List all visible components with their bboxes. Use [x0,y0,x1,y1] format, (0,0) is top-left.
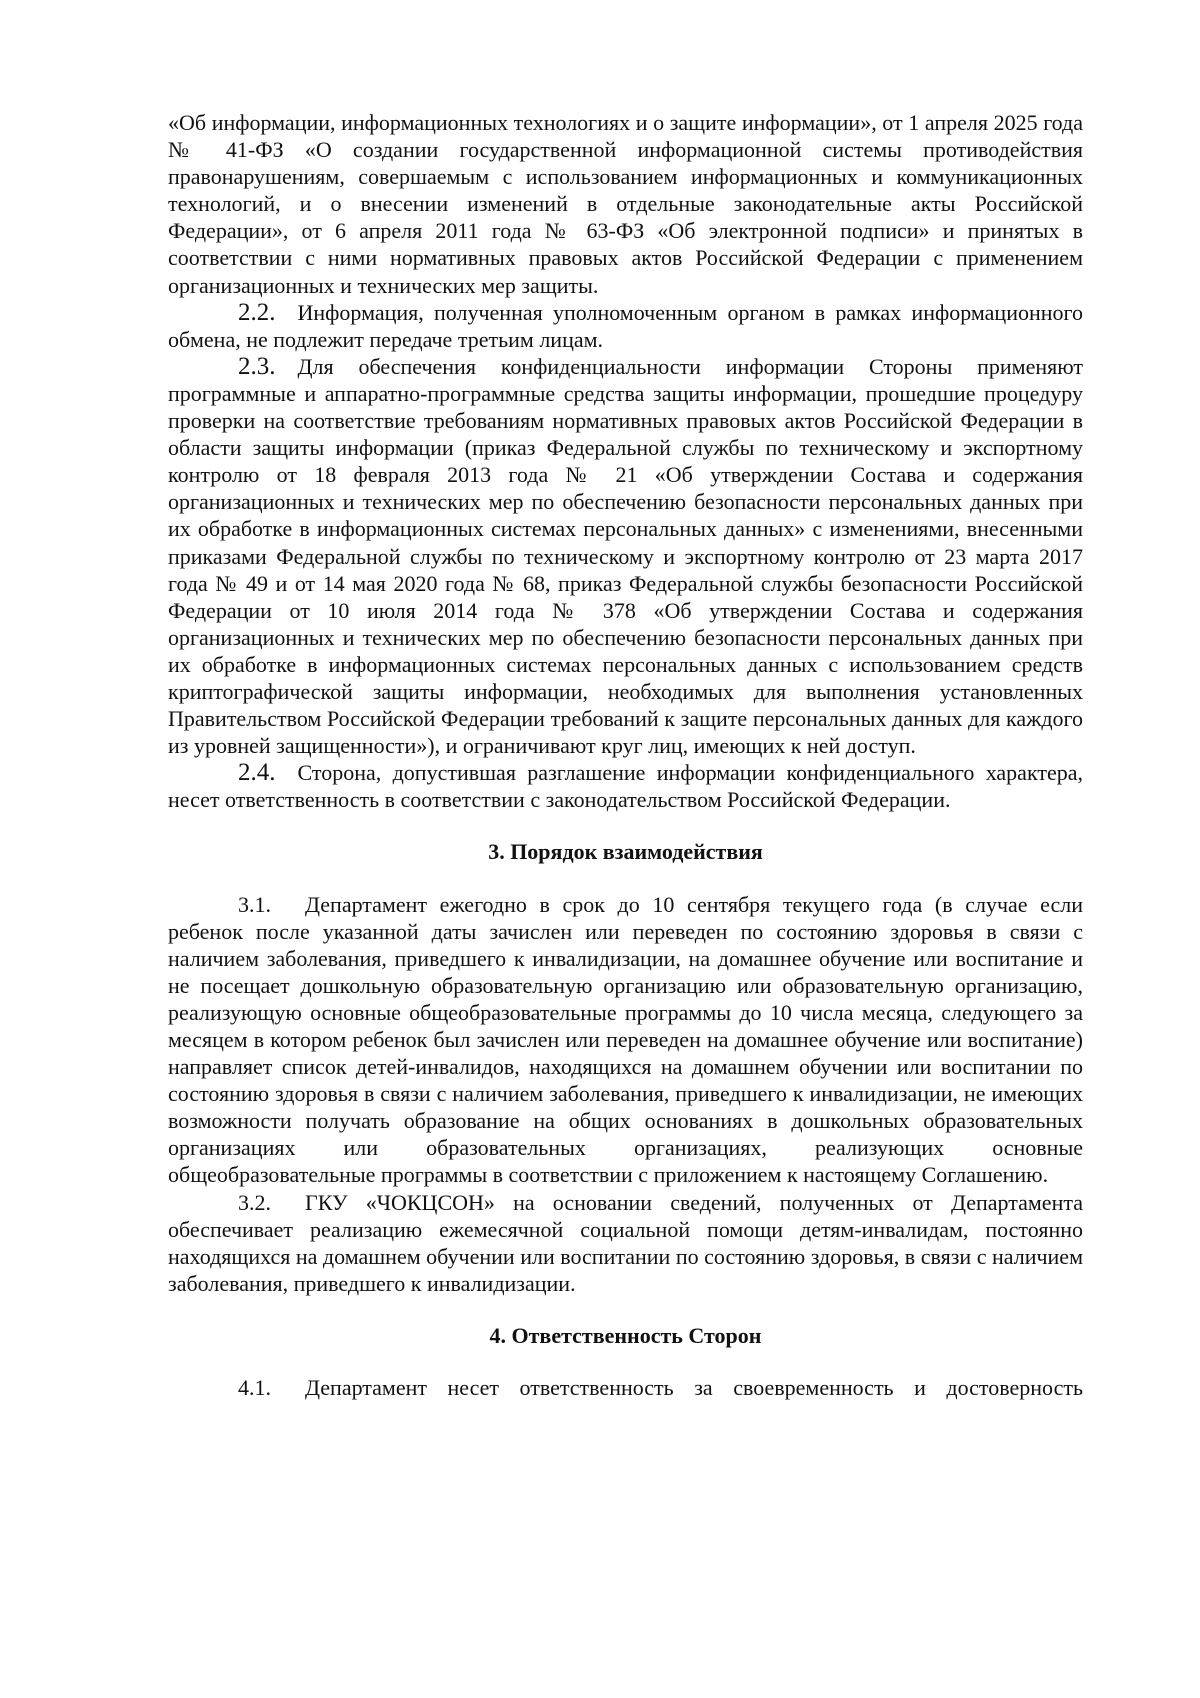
paragraph-text: Департамент ежегодно в срок до 10 сентября текущего года (в случае если ребенок после указанной даты зачислен или переведен по состоянию здоровья в связи с наличием заболевания, приведшего к инвалидизации, на домашнее обучение или воспитание и не посещает дошкольную образовательную организацию или образовательную организацию, реализующую основные общеобразовательные программы до 10 числа месяца, следующего за месяцем в котором ребенок был зачислен или переведен на домашнее обучение или воспитание) направляет список детей-инвалидов, находящихся на домашнем обучении или воспитании по состоянию здоровья в связи с наличием заболевания, приведшего к инвалидизации, не имеющих возможности получать образование на общих основаниях в дошкольных образовательных организациях или образовательных организациях, реализующих основные общеобразовательные программы в соответствии с приложением к настоящему Соглашению. [168,891,1083,1188]
document-page [168,109,1083,1401]
section3-heading: 3. Порядок взаимодействия [488,839,763,865]
paragraph-text: Для обеспечения конфиденциальности информации Стороны применяют программные и аппаратно-программные средства защиты информации, прошедшие процедуру проверки на соответствие требованиям нормативных правовых актов Российской Федерации в области защиты информации (приказ Федеральной службы по техническому и экспортному контролю от 18 февраля 2013 года № 21 «Об утверждении Состава и содержания организационных и технических мер по обеспечению безопасности персональных данных при их обработке в информационных системах персональных данных» с изменениями, внесенными приказами Федеральной службы по техническому и экспортному контролю от 23 марта 2017 года № 49 и от 14 мая 2020 года № 68, приказ Федеральной службы безопасности Российской Федерации от 10 июля 2014 года № 378 «Об утверждении Состава и содержания организационных и технических мер по обеспечению безопасности персональных данных при их обработке в информационных системах персональных данных с использованием средств криптографической защиты информации, необходимых для выполнения установленных Правительством Российской Федерации требований к защите персональных данных для каждого из уровней защищенности»), и ограничивают круг лиц, имеющих к ней доступ. [168,353,1083,759]
paragraph-3-2 [168,1189,1083,1297]
paragraph-number: 4.1. [238,1375,271,1401]
section2-intro-paragraph: «Об информации, информационных технологиях и о защите информации», от 1 апреля 2025 года № 41-ФЗ «О создании государственной информационной системы противодействия правонарушениям, совершаемым с использованием информационных и коммуникационных технологий, и о внесении изменений в отдельные законодательные акты Российской Федерации», от 6 апреля 2011 года № 63-ФЗ «Об электронной подписи» и принятых в соответствии с ними нормативных правовых актов Российской Федерации с применением организационных и технических мер защиты. [168,110,1083,298]
paragraph-text: ГКУ «ЧОКЦСОН» на основании сведений, полученных от Департамента обеспечивает реализацию ежемесячной социальной помощи детям-инвалидам, постоянно находящихся на домашнем обучении или воспитании по состоянию здоровья, в связи с наличием заболевания, приведшего к инвалидизации. [168,1189,1083,1296]
paragraph-2-4 [168,759,1083,813]
paragraph-text: Сторона, допустившая разглашение информации конфиденциального характера, несет ответственность в соответствии с законодательством Российской Федерации. [168,760,1083,813]
paragraph-2-2 [168,299,1083,353]
section4-heading: 4. Ответственность Сторон [489,1322,762,1348]
paragraph-number: 3.2. [238,1189,271,1215]
paragraph-3-1 [168,891,1083,1189]
paragraph-number: 2.3. [238,352,276,380]
paragraph-4-1 [168,1374,1083,1401]
paragraph-2-3 [168,353,1083,759]
paragraph-number: 2.4. [238,759,276,787]
paragraph-text: Информация, полученная уполномоченным органом в рамках информационного обмена, не подлежит передаче третьим лицам. [168,299,1083,352]
paragraph-number: 3.1. [238,891,271,917]
paragraph-text: Департамент несет ответственность за своевременность и достоверность [305,1375,1083,1401]
paragraph-number: 2.2. [238,298,276,326]
